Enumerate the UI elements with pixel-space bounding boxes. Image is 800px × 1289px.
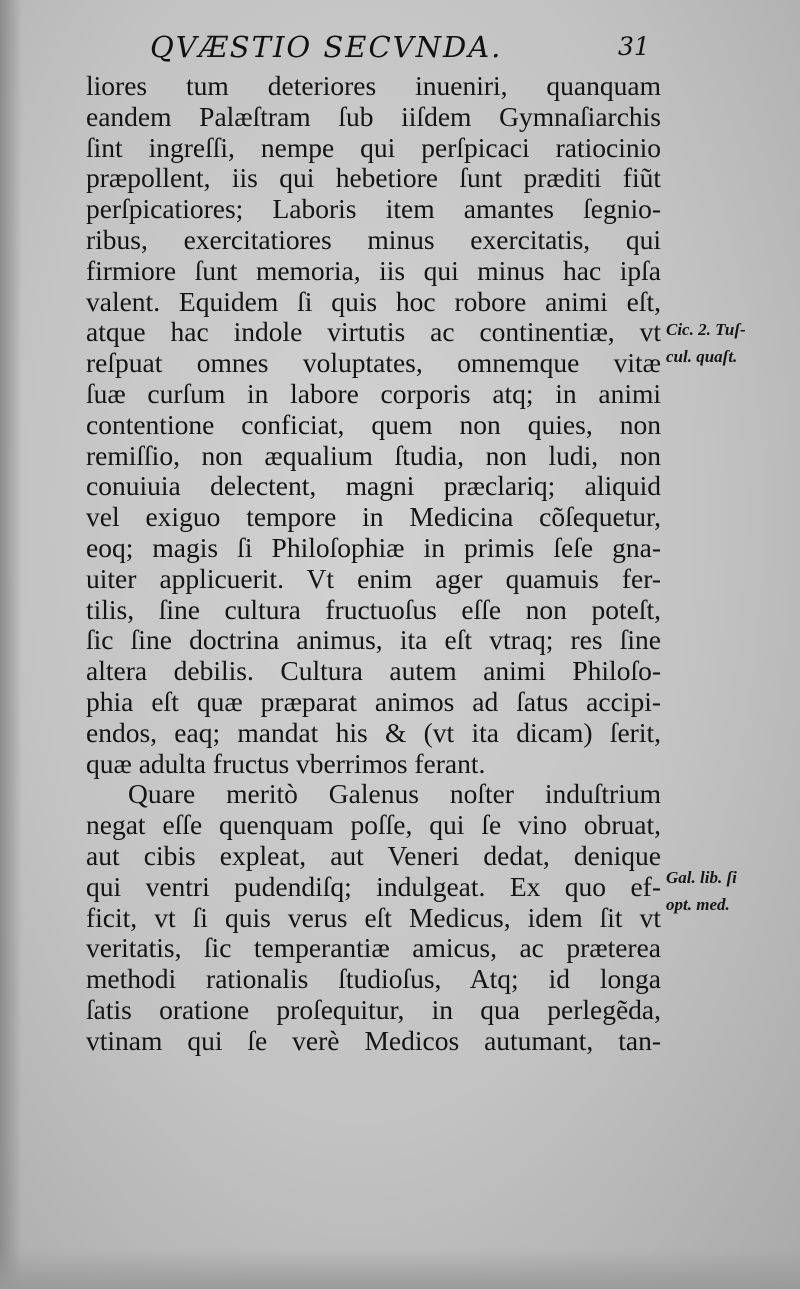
text-line: liores tum deteriores inueniri, quanquam (86, 70, 661, 101)
text-line: ſuæ curſum in labore corporis atq; in animi (86, 377, 661, 409)
text-line: ribus, exercitatiores minus exercitatis, qui (86, 223, 661, 255)
marginal-note-cicero (666, 316, 794, 370)
text-line: negat eſſe quenquam poſſe, qui ſe vino obruat, (86, 809, 661, 841)
marginal-note-line: Cic. 2. Tuſ- (666, 320, 746, 339)
marginal-note-line: cul. quaſt. (666, 347, 738, 366)
text-line: eoq; magis ſi Philoſophiæ in primis ſeſe gna- (86, 531, 661, 563)
text-line: conuiuia delectent, magni præclariq; aliquid (86, 470, 661, 502)
marginal-note-galen (666, 864, 794, 918)
page-shadow-left (0, 0, 22, 1289)
text-line: reſpuat omnes voluptates, omnemque vitæ (86, 347, 661, 379)
paragraph-end-line: quæ adulta fructus vberrimos ferant. (86, 747, 486, 779)
page-number: 31 (618, 32, 650, 61)
text-line: endos, eaq; mandat his & (vt ita dicam) ſerit, (86, 716, 661, 748)
text-line: atque hac indole virtutis ac continentiæ, vt (86, 316, 661, 348)
body-text (86, 71, 661, 1057)
text-line: eandem Palæſtram ſub iiſdem Gymnaſiarchis (86, 100, 661, 132)
text-line: aut cibis expleat, aut Veneri dedat, denique (86, 839, 661, 871)
text-line: tilis, ſine cultura fructuoſus eſſe non poteſt, (86, 593, 661, 625)
text-line: phia eſt quæ præparat animos ad ſatus accipi- (86, 685, 661, 717)
text-line: veritatis, ſic temperantiæ amicus, ac præterea (86, 932, 661, 964)
text-line: vtinam qui ſe verè Medicos autumant, tan- (86, 1024, 661, 1056)
marginal-note-line: Gal. lib. ſi (666, 868, 737, 887)
text-line: remiſſio, non æqualium ſtudia, non ludi, non (86, 439, 661, 471)
text-line: perſpicatiores; Laboris item amantes ſegnio- (86, 193, 661, 225)
text-line: præpollent, iis qui hebetiore ſunt præditi fiũt (86, 162, 661, 194)
text-line: valent. Equidem ſi quis hoc robore animi eſt, (86, 285, 661, 317)
text-line: ſint ingreſſi, nempe qui perſpicaci ratiocinio (86, 131, 661, 163)
text-line: methodi rationalis ſtudioſus, Atq; id longa (86, 963, 661, 995)
text-line: vel exiguo tempore in Medicina cõſequetur, (86, 501, 661, 533)
marginal-note-line: opt. med. (666, 895, 730, 914)
paragraph-start-line: Quare meritò Galenus noſter induſtrium (128, 778, 661, 810)
text-line: firmiore ſunt memoria, iis qui minus hac ipſa (86, 254, 661, 286)
text-line: qui ventri pudendiſq; indulgeat. Ex quo ef- (86, 870, 661, 902)
text-line: ficit, vt ſi quis verus eſt Medicus, idem ſit vt (86, 901, 661, 933)
text-line: contentione conficiat, quem non quies, non (86, 408, 661, 440)
text-line: ſic ſine doctrina animus, ita eſt vtraq; res ſine (86, 624, 661, 656)
text-line: altera debilis. Cultura autem animi Philoſo- (86, 655, 661, 687)
running-title: QVÆSTIO SECVNDA. (150, 30, 503, 64)
text-line: ſatis oratione proſequitur, in qua perlegẽda, (86, 993, 661, 1025)
text-line: uiter applicuerit. Vt enim ager quamuis fer- (86, 562, 661, 594)
page-shadow-bottom (0, 1249, 800, 1289)
